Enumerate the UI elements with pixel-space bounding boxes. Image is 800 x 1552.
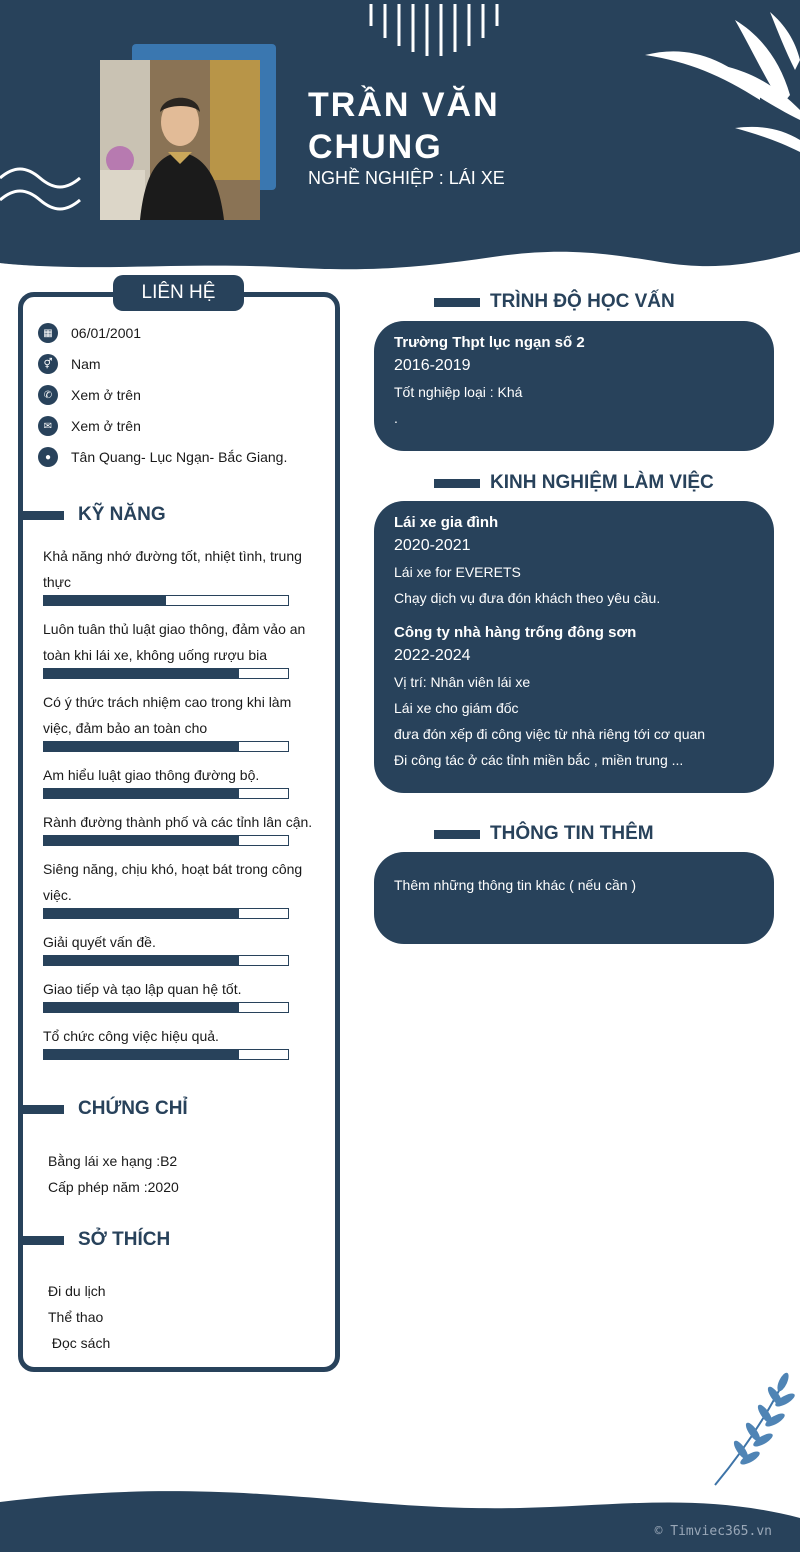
skill-level-fill — [44, 1050, 239, 1059]
skill-3-line-2: việc, đảm bảo an toàn cho — [43, 720, 208, 736]
job-2-detail-1: Vị trí: Nhân viên lái xe — [394, 674, 531, 690]
email-value: Xem ở trên — [71, 418, 141, 434]
job-2-detail-4: Đi công tác ở các tỉnh miền bắc , miền trung ... — [394, 752, 684, 768]
skill-level-bar — [43, 1002, 289, 1013]
extra-title-bar — [434, 830, 480, 839]
skill-level-fill — [44, 596, 166, 605]
education-detail-2: . — [394, 410, 398, 426]
phone-icon: ✆ — [38, 385, 58, 405]
skill-text-4 — [43, 762, 317, 788]
skill-3-line-1: Có ý thức trách nhiệm cao trong khi làm — [43, 694, 292, 710]
avatar-photo — [100, 60, 260, 220]
skills-title: KỸ NĂNG — [78, 504, 166, 525]
contact-section-title: LIÊN HỆ — [113, 275, 244, 311]
job-2-company: Công ty nhà hàng trống đông sơn — [394, 624, 637, 641]
footer-background — [0, 1480, 800, 1552]
job-1-detail-2: Chạy dịch vụ đưa đón khách theo yêu cầu. — [394, 590, 661, 606]
skill-6-line-1: Siêng năng, chịu khó, hoạt bát trong công — [43, 861, 303, 877]
certificate-item-1: Bằng lái xe hạng :B2 — [48, 1153, 178, 1169]
skill-text-1 — [43, 543, 317, 595]
contact-gender — [38, 353, 101, 375]
skill-2-line-1: Luôn tuân thủ luật giao thông, đảm vảo an — [43, 621, 306, 637]
skill-level-bar — [43, 955, 289, 966]
skills-title-bar — [22, 511, 64, 520]
skill-level-bar — [43, 908, 289, 919]
contact-birthdate — [38, 322, 141, 344]
birthdate-value: 06/01/2001 — [71, 325, 142, 341]
hobbies-title: SỞ THÍCH — [78, 1229, 171, 1250]
experience-title: KINH NGHIỆM LÀM VIỆC — [490, 472, 714, 493]
skill-level-fill — [44, 1003, 239, 1012]
skill-9-line-1: Tổ chức công việc hiệu quả. — [43, 1028, 219, 1044]
skill-5-line-1: Rành đường thành phố và các tỉnh lân cận. — [43, 814, 313, 830]
job-2-years: 2022-2024 — [394, 647, 471, 664]
certificates-title: CHỨNG CHỈ — [78, 1098, 188, 1119]
skill-level-fill — [44, 742, 239, 751]
education-school: Trường Thpt lục ngạn số 2 — [394, 334, 585, 351]
job-2-detail-3: đưa đón xếp đi công việc từ nhà riêng tới cơ quan — [394, 726, 706, 742]
skill-level-fill — [44, 909, 239, 918]
skill-8-line-1: Giao tiếp và tạo lập quan hệ tốt. — [43, 981, 242, 997]
skill-2-line-2: toàn khi lái xe, không uống rượu bia — [43, 647, 268, 663]
skill-1-line-1: Khả năng nhớ đường tốt, nhiệt tình, trung — [43, 548, 302, 564]
footer-banner — [0, 1480, 800, 1552]
education-title: TRÌNH ĐỘ HỌC VẤN — [490, 291, 675, 312]
extra-text: Thêm những thông tin khác ( nếu cần ) — [394, 877, 637, 893]
phone-value: Xem ở trên — [71, 387, 141, 403]
skill-level-fill — [44, 789, 239, 798]
skill-level-bar — [43, 1049, 289, 1060]
location-icon: ● — [38, 447, 58, 467]
hobbies-title-bar — [22, 1236, 64, 1245]
skill-level-bar — [43, 788, 289, 799]
extra-card — [374, 852, 774, 944]
skill-level-fill — [44, 669, 239, 678]
experience-card — [374, 501, 774, 793]
hobby-item-1: Đi du lịch — [48, 1283, 106, 1299]
skill-6-line-2: việc. — [43, 887, 72, 903]
job-1-years: 2020-2021 — [394, 537, 471, 554]
skill-level-bar — [43, 835, 289, 846]
skill-text-3 — [43, 689, 317, 741]
contact-email — [38, 415, 141, 437]
skill-7-line-1: Giải quyết vấn đề. — [43, 934, 156, 950]
calendar-icon: ▦ — [38, 323, 58, 343]
education-card — [374, 321, 774, 451]
certificate-item-2: Cấp phép năm :2020 — [48, 1179, 179, 1195]
skill-level-fill — [44, 836, 239, 845]
skill-level-fill — [44, 956, 239, 965]
hobby-item-2: Thể thao — [48, 1309, 104, 1325]
extra-title: THÔNG TIN THÊM — [490, 823, 654, 844]
job-2-detail-2: Lái xe cho giám đốc — [394, 700, 519, 716]
education-title-bar — [434, 298, 480, 307]
skill-text-5 — [43, 809, 317, 835]
hobby-item-3: Đọc sách — [48, 1335, 111, 1351]
name-line-1: TRẦN VĂN — [308, 86, 500, 124]
skill-text-6 — [43, 856, 317, 908]
contact-phone — [38, 384, 141, 406]
job-title: NGHỀ NGHIỆP : LÁI XE — [308, 168, 505, 188]
gender-value: Nam — [71, 356, 101, 372]
skill-level-bar — [43, 741, 289, 752]
footer-credit: © Timviec365.vn — [654, 1524, 772, 1539]
email-icon: ✉ — [38, 416, 58, 436]
branch-decoration — [705, 1370, 795, 1490]
skill-level-bar — [43, 595, 289, 606]
contact-address — [38, 446, 287, 468]
skill-level-bar — [43, 668, 289, 679]
job-1-detail-1: Lái xe for EVERETS — [394, 564, 521, 580]
skill-1-line-2: thực — [43, 574, 72, 590]
education-detail-1: Tốt nghiệp loại : Khá — [394, 384, 523, 400]
skill-4-line-1: Am hiểu luật giao thông đường bộ. — [43, 767, 260, 783]
education-years: 2016-2019 — [394, 357, 471, 374]
skill-text-2 — [43, 616, 317, 668]
candidate-name — [308, 84, 608, 168]
gender-icon: ⚥ — [38, 354, 58, 374]
experience-title-bar — [434, 479, 480, 488]
skill-text-8 — [43, 976, 317, 1002]
certificates-title-bar — [22, 1105, 64, 1114]
skill-text-7 — [43, 929, 317, 955]
name-line-2: CHUNG — [308, 128, 443, 166]
skill-text-9 — [43, 1023, 317, 1049]
job-1-company: Lái xe gia đình — [394, 514, 499, 531]
address-value: Tân Quang- Lục Ngạn- Bắc Giang. — [71, 449, 288, 465]
